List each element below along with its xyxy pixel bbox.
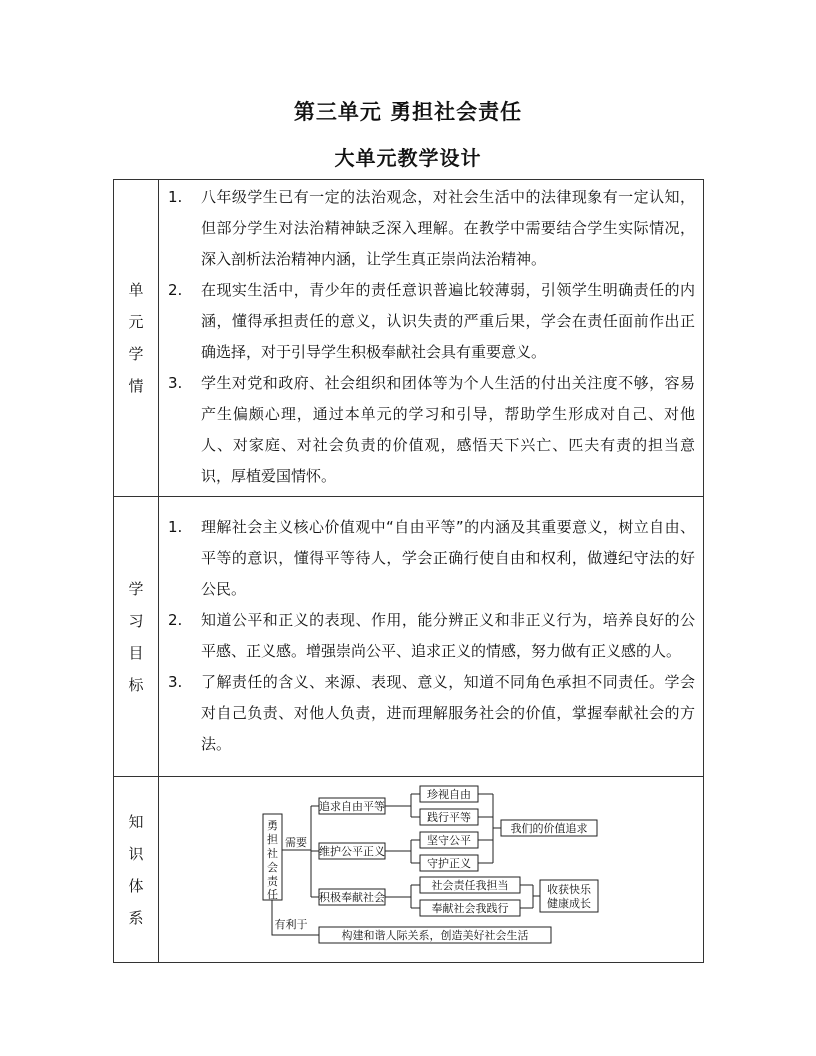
section-label-knowledge-system: 知 识 体 系 bbox=[128, 812, 144, 927]
result-bracket bbox=[520, 885, 540, 908]
result-text: 健康成长 bbox=[547, 896, 591, 910]
result-text: 收获快乐 bbox=[547, 882, 591, 896]
row-learning-goals bbox=[114, 497, 704, 777]
root-char: 担 bbox=[267, 832, 278, 846]
content-cell bbox=[159, 497, 704, 777]
leaf-text: 奉献社会我践行 bbox=[431, 901, 509, 915]
label-cell bbox=[114, 497, 159, 777]
branch-text: 维护公平正义 bbox=[319, 844, 385, 858]
label-cell bbox=[114, 180, 159, 497]
leaf-text: 坚守公平 bbox=[427, 833, 471, 847]
page-subtitle: 大单元教学设计 bbox=[334, 146, 482, 170]
result-bracket bbox=[478, 794, 501, 863]
leaf-bracket bbox=[385, 794, 420, 817]
root-char: 社 bbox=[267, 846, 278, 860]
root-char: 勇 bbox=[267, 818, 278, 832]
section-label-learning-goals: 学 习 目 标 bbox=[128, 579, 144, 694]
situation-list bbox=[159, 180, 703, 496]
content-cell bbox=[159, 777, 704, 963]
benefit-label: 有利于 bbox=[274, 917, 308, 931]
branch-text: 追求自由平等 bbox=[319, 799, 385, 813]
row-unit-situation bbox=[114, 180, 704, 497]
leaf-text: 守护正义 bbox=[427, 856, 471, 870]
section-label-unit-situation: 单 元 学 情 bbox=[128, 281, 144, 395]
leaf-text: 践行平等 bbox=[427, 810, 471, 824]
label-cell bbox=[114, 777, 159, 963]
need-label: 需要 bbox=[285, 835, 307, 849]
knowledge-map bbox=[159, 778, 704, 962]
benefit-text: 构建和谐人际关系，创造美好社会生活 bbox=[341, 928, 529, 942]
result-text: 我们的价值追求 bbox=[510, 821, 588, 835]
bracket-ticks bbox=[311, 806, 319, 897]
list-item: 2. 在现实生活中，青少年的责任意识普遍比较薄弱，引领学生明确责任的内涵，懂得承担责任的意义，认识失责的严重后果，学会在责任面前作出正确选择，对于引导学生积极奉献社会具有重要意义。 bbox=[168, 281, 695, 361]
root-char: 任 bbox=[267, 887, 278, 901]
list-item: 3. 了解责任的含义、来源、表现、意义，知道不同角色承担不同责任。学会对自己负责、对他人负责，进而理解服务社会的价值，掌握奉献社会的方法。 bbox=[168, 672, 695, 753]
list-item: 3. 学生对党和政府、社会组织和团体等为个人生活的付出关注度不够，容易产生偏颇心理，通过本单元的学习和引导，帮助学生形成对自己、对他人、对家庭、对社会负责的价值观，感悟天下兴亡、匹夫有责的担当意识，厚植爱国情怀。 bbox=[168, 374, 695, 485]
branch-text: 积极奉献社会 bbox=[319, 890, 385, 904]
leaf-bracket bbox=[385, 840, 420, 863]
page-title: 第三单元 勇担社会责任 bbox=[293, 100, 523, 124]
row-knowledge-system bbox=[114, 777, 704, 963]
leaf-text: 社会责任我担当 bbox=[431, 878, 509, 892]
design-table bbox=[113, 179, 704, 963]
root-char: 会 bbox=[267, 860, 278, 874]
content-cell bbox=[159, 180, 704, 497]
leaf-text: 珍视自由 bbox=[427, 787, 471, 801]
leaf-bracket bbox=[385, 885, 420, 908]
list-item: 1. 八年级学生已有一定的法治观念，对社会生活中的法律现象有一定认知，但部分学生对法治精神缺乏深入理解。在教学中需要结合学生实际情况，深入剖析法治精神内涵，让学生真正崇尚法治精神。 bbox=[168, 188, 695, 268]
root-char: 责 bbox=[267, 874, 278, 888]
goals-list bbox=[159, 510, 703, 764]
list-item: 1. 理解社会主义核心价值观中“自由平等”的内涵及其重要意义，树立自由、平等的意识，懂得平等待人，学会正确行使自由和权利，做遵纪守法的好公民。 bbox=[168, 517, 695, 598]
list-item: 2. 知道公平和正义的表现、作用，能分辨正义和非正义行为，培养良好的公平感、正义感。增强崇尚公平、追求正义的情感，努力做有正义感的人。 bbox=[168, 610, 695, 660]
